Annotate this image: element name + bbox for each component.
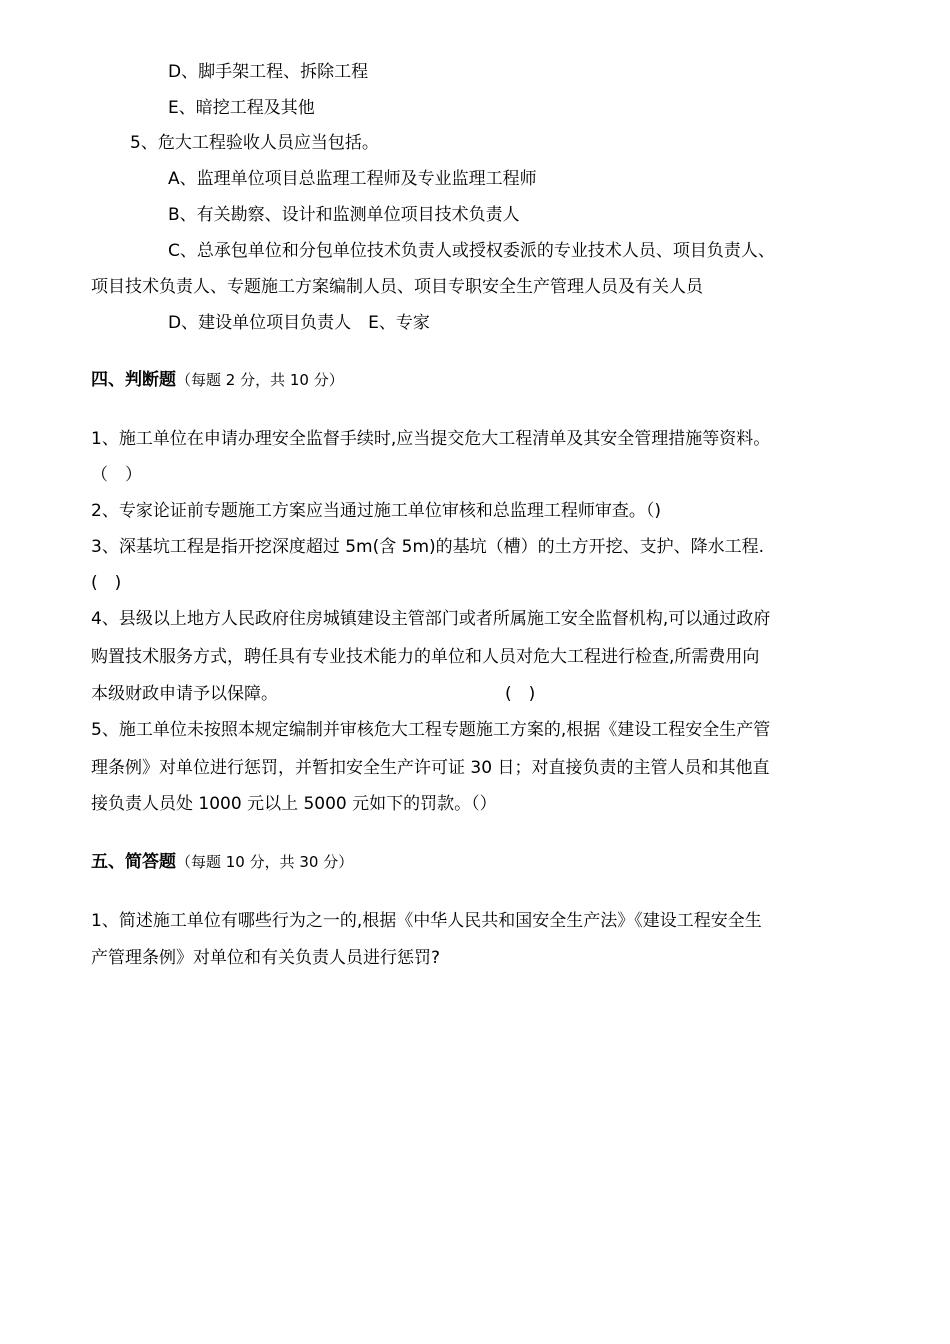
short-answer-item-1-line2: 产管理条例》对单位和有关负责人员进行惩罚?	[91, 948, 441, 968]
q5-option-b: B、有关勘察、设计和监测单位项目技术负责人	[168, 205, 520, 225]
q4-option-e: E、暗挖工程及其他	[168, 98, 315, 118]
section5-title: 五、简答题	[91, 852, 176, 872]
section5-scoring: （每题 10 分，共 30 分）	[176, 853, 354, 871]
judge-item-4-line2: 购置技术服务方式，聘任具有专业技术能力的单位和人员对危大工程进行检查,所需费用向	[91, 647, 760, 667]
section4-title: 四、判断题	[91, 370, 176, 390]
judge-item-1-line1: 1、施工单位在申请办理安全监督手续时,应当提交危大工程清单及其安全管理措施等资料。	[91, 429, 771, 449]
judge-item-5-line1: 5、施工单位未按照本规定编制并审核危大工程专题施工方案的,根据《建设工程安全生产管	[91, 720, 771, 740]
q5-option-d-e: D、建设单位项目负责人 E、专家	[168, 313, 430, 333]
judge-item-5-line3: 接负责人员处 1000 元以上 5000 元如下的罚款。（）	[91, 794, 497, 814]
q5-option-a: A、监理单位项目总监理工程师及专业监理工程师	[168, 169, 537, 189]
judge-item-1-answer: （ ）	[91, 465, 142, 485]
q5-option-c-line1: C、总承包单位和分包单位技术负责人或授权委派的专业技术人员、项目负责人、	[168, 241, 775, 261]
q5-option-c-line2: 项目技术负责人、专题施工方案编制人员、项目专职安全生产管理人员及有关人员	[91, 277, 703, 297]
judge-item-3-line1: 3、深基坑工程是指开挖深度超过 5m(含 5m)的基坑（槽）的土方开挖、支护、降水工程.	[91, 537, 765, 557]
section4-heading	[91, 368, 344, 392]
section4-scoring: （每题 2 分，共 10 分）	[176, 371, 344, 389]
judge-item-4-line1: 4、县级以上地方人民政府住房城镇建设主管部门或者所属施工安全监督机构,可以通过政府	[91, 609, 771, 629]
q4-option-d: D、脚手架工程、拆除工程	[168, 62, 369, 82]
judge-item-2-line1: 2、专家论证前专题施工方案应当通过施工单位审核和总监理工程师审查。（)	[91, 501, 661, 521]
q5-stem: 5、危大工程验收人员应当包括。	[130, 133, 379, 153]
judge-item-3-answer: ( )	[91, 573, 122, 593]
short-answer-item-1-line1: 1、简述施工单位有哪些行为之一的,根据《中华人民共和国安全生产法》《建设工程安全生	[91, 911, 762, 931]
section5-heading	[91, 850, 353, 874]
judge-item-4-line3: 本级财政申请予以保障。	[91, 684, 278, 704]
judge-item-5-line2: 理条例》对单位进行惩罚，并暂扣安全生产许可证 30 日；对直接负责的主管人员和其他直	[91, 758, 770, 778]
judge-item-4-answer: ( )	[505, 684, 536, 704]
